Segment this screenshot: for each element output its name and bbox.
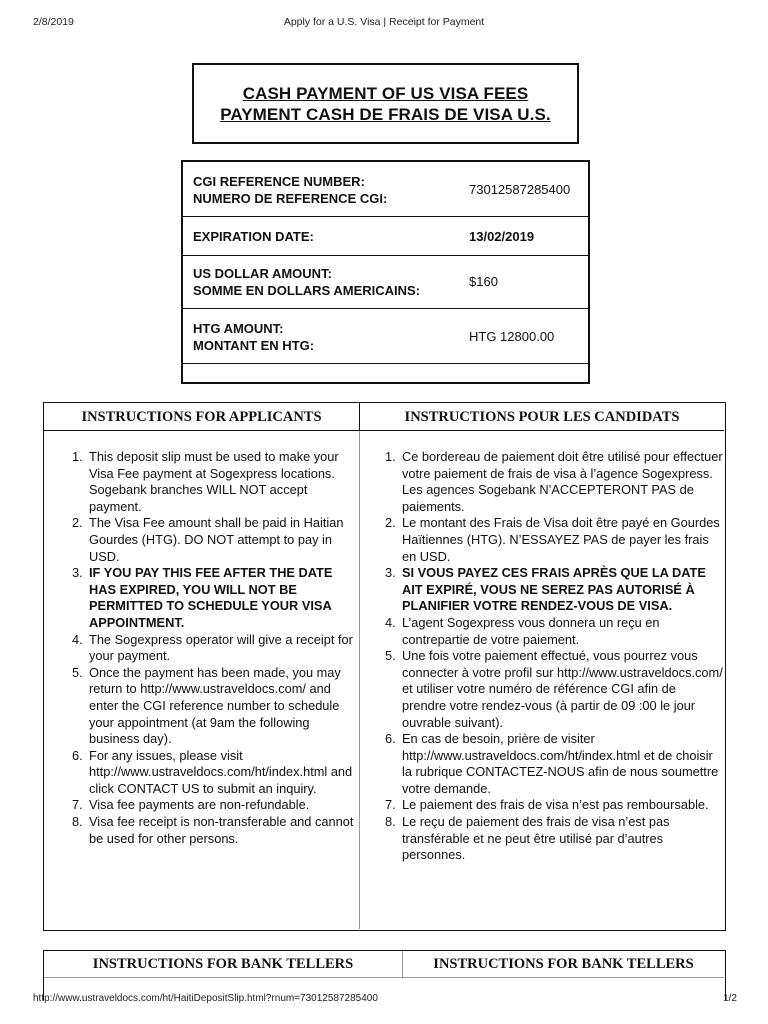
print-page-title: Apply for a U.S. Visa | Receipt for Payment [283, 16, 485, 28]
document-title-english: CASH PAYMENT OF US VISA FEES [242, 83, 529, 103]
ref-row-usd-amount [183, 256, 588, 309]
item-number: 1. [72, 449, 83, 464]
list-item [385, 648, 723, 731]
item-text: This deposit slip must be used to make your Visa Fee payment at Sogexpress locations. Sogebank branches WILL NOT accept payment. [89, 449, 339, 514]
item-text: L’agent Sogexpress vous donnera un reçu en contrepartie de votre paiement. [402, 614, 660, 647]
item-number: 7. [72, 797, 83, 813]
htg-amount-label-fr: MONTANT EN HTG: [193, 338, 315, 353]
print-footer [0, 993, 768, 1007]
item-text: Ce bordereau de paiement doit être utilisé pour effectuer votre paiement de frais de visa à l’agence Sogexpress. Les agences Sogebank N’ACCEPTERONT PAS de paiements. [402, 449, 723, 514]
cgi-number-label-en: CGI REFERENCE NUMBER: [193, 174, 365, 189]
usd-amount-label-fr: SOMME EN DOLLARS AMERICAINS: [193, 283, 421, 298]
item-text: Le reçu de paiement des frais de visa n’est pas transférable et ne peut être utilisé par d’autres personnes. [402, 814, 670, 863]
ref-row-empty [183, 364, 588, 382]
item-number: 3. [72, 565, 83, 581]
item-text: En cas de besoin, prière de visiter http://www.ustraveldocs.com/ht/index.html et de choisir la rubrique CONTACTEZ-NOUS afin de nous soumettre votre demande. [402, 731, 719, 796]
item-text: Visa fee payments are non-refundable. [89, 797, 310, 813]
item-number: 3. [385, 565, 396, 581]
payment-reference-table [181, 160, 590, 384]
item-number: 2. [72, 515, 83, 531]
ref-row-htg-amount [183, 309, 588, 364]
teller-heading-right: INSTRUCTIONS FOR BANK TELLERS [403, 951, 724, 978]
item-text: The Sogexpress operator will give a receipt for your payment. [89, 631, 353, 664]
item-text: Once the payment has been made, you may return to http://www.ustraveldocs.com/ and enter the CGI reference number to schedule your appointment (at 9am the following business day). [89, 664, 341, 747]
item-text: Le paiement des frais de visa n’est pas remboursable. [402, 797, 709, 813]
item-number: 6. [385, 731, 396, 747]
item-number: 6. [72, 747, 83, 763]
print-url: http://www.ustraveldocs.com/ht/HaitiDepositSlip.html?rnum=73012587285400 [33, 993, 378, 1004]
item-number: 7. [385, 797, 396, 813]
instructions-heading-english: INSTRUCTIONS FOR APPLICANTS [44, 403, 359, 431]
expiration-value: 13/02/2019 [469, 229, 535, 244]
item-text: For any issues, please visit http://www.ustraveldocs.com/ht/index.html and click CONTACT US to submit an inquiry. [89, 747, 353, 796]
list-item [385, 615, 723, 648]
list-item [385, 515, 723, 565]
list-item [72, 797, 356, 814]
applicant-instructions-table [43, 402, 726, 931]
cgi-number-value: 73012587285400 [469, 182, 571, 197]
usd-amount-label-en: US DOLLAR AMOUNT: [193, 266, 332, 281]
list-item [72, 515, 356, 565]
instructions-list-english [72, 449, 356, 847]
cgi-number-label-fr: NUMERO DE REFERENCE CGI: [193, 191, 388, 206]
instructions-list-french [385, 449, 723, 864]
teller-heading-left: INSTRUCTIONS FOR BANK TELLERS [44, 951, 402, 978]
usd-amount-value: $160 [469, 274, 498, 289]
item-number: 5. [385, 648, 396, 664]
print-header [0, 16, 768, 32]
item-number: 1. [385, 449, 396, 464]
expiration-label: EXPIRATION DATE: [193, 229, 314, 244]
print-date: 2/8/2019 [33, 16, 74, 28]
list-item [72, 814, 356, 847]
list-item [72, 565, 356, 631]
list-item [385, 565, 723, 615]
item-text: Visa fee receipt is non-transferable and cannot be used for other persons. [89, 814, 354, 846]
list-item [72, 449, 356, 515]
list-item [385, 449, 723, 515]
cgi-number-label [193, 173, 387, 207]
item-text: The Visa Fee amount shall be paid in Haitian Gourdes (HTG). DO NOT attempt to pay in USD. [89, 515, 344, 564]
heading-divider [359, 403, 360, 431]
usd-amount-label [193, 265, 420, 299]
htg-amount-label-en: HTG AMOUNT: [193, 321, 284, 336]
column-divider [359, 403, 360, 929]
list-item [72, 748, 356, 798]
list-item [385, 814, 723, 864]
document-title-french: PAYMENT CASH DE FRAIS DE VISA U.S. [220, 104, 551, 124]
item-text: IF YOU PAY THIS FEE AFTER THE DATE HAS EXPIRED, YOU WILL NOT BE PERMITTED TO SCHEDULE YOUR VISA APPOINTMENT. [89, 565, 333, 630]
item-number: 4. [385, 614, 396, 630]
list-item [72, 632, 356, 665]
page-number: 1/2 [723, 993, 737, 1004]
item-number: 2. [385, 515, 396, 531]
document-title-box [192, 63, 579, 144]
item-number: 4. [72, 631, 83, 647]
item-number: 8. [385, 814, 396, 830]
item-text: SI VOUS PAYEZ CES FRAIS APRÈS QUE LA DATE AIT EXPIRÉ, VOUS NE SEREZ PAS AUTORISÉ À PLANIFIER VOTRE RENDEZ-VOUS DE VISA. [402, 565, 706, 614]
item-number: 5. [72, 664, 83, 680]
list-item [385, 731, 723, 797]
item-text: Une fois votre paiement effectué, vous pourrez vous connecter à votre profil sur http://www.ustraveldocs.com/ et utiliser votre numéro de référence CGI afin de prendre votre rendez-vous (à partir de 09 :00 le jour ouvrable suivant). [402, 648, 723, 730]
list-item [385, 797, 723, 814]
ref-row-cgi-number [183, 162, 588, 217]
ref-row-expiration [183, 217, 588, 256]
htg-amount-label [193, 320, 314, 354]
item-number: 8. [72, 814, 83, 830]
htg-amount-value: HTG 12800.00 [469, 329, 555, 344]
item-text: Le montant des Frais de Visa doit être payé en Gourdes Haïtiennes (HTG). N’ESSAYEZ PAS de payer les frais en USD. [402, 515, 720, 564]
list-item [72, 665, 356, 748]
instructions-heading-french: INSTRUCTIONS POUR LES CANDIDATS [360, 403, 724, 431]
